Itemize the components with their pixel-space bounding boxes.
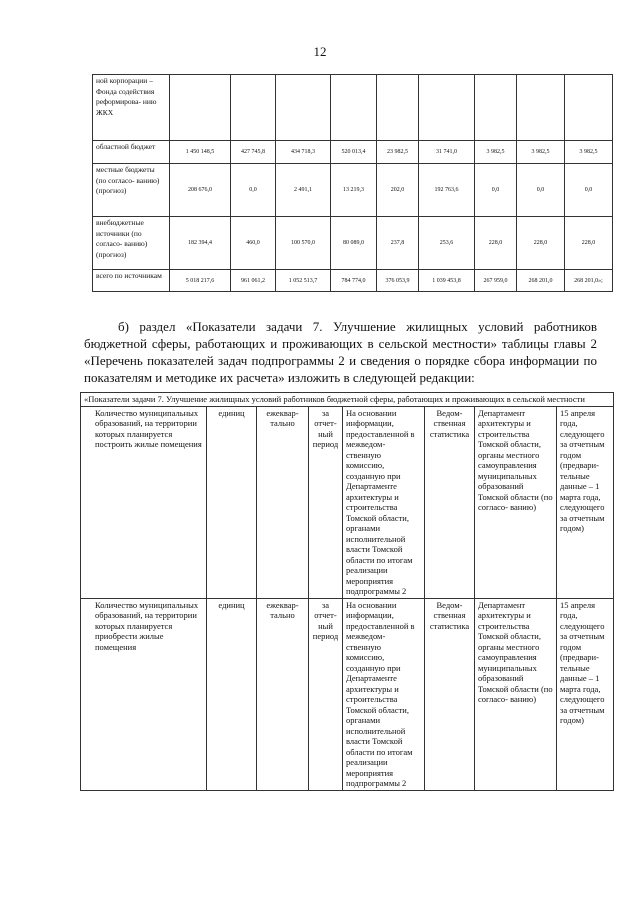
funding-value: 0,0 [517,164,565,217]
funding-source-label: внебюджетные источники (по согласо- ванию) (прогноз) [93,217,170,270]
indicator-table-header: «Показатели задачи 7. Улучшение жилищных условий работников бюджетной сферы, работающих и проживающих в сельской местности [81,393,614,407]
funding-value: 1 052 513,7 [276,270,331,292]
funding-value: 268 201,0»; [565,270,613,292]
funding-value: 268 201,0 [517,270,565,292]
funding-value: 182 394,4 [170,217,231,270]
indicator-method: На основании информации, предоставленной в межведом- ственную комиссию, созданную при Департаменте архитектуры и строительства Томской области, органами исполнительной власти Томской области по итогам реализации мероприятия подпрограммы 2 [343,406,425,598]
funding-value: 2 491,1 [276,164,331,217]
indicator-name: Количество муниципальных образований, на территории которых планируется приобрести жилые помещения [81,598,207,790]
funding-value: 13 219,3 [331,164,377,217]
funding-value [565,75,613,141]
indicator-periodicity: ежеквар- тально [257,598,309,790]
paragraph-text: б) раздел «Показатели задачи 7. Улучшение жилищных условий работников бюджетной сферы, работающих и проживающих в сельской местности» таблицы главы 2 «Перечень показателей задач подпрограммы 2 и сведения о порядке сбора информации по показателям и методике их расчета» изложить в следующей редакции: [84,319,597,385]
indicator-periodicity: ежеквар- тально [257,406,309,598]
funding-value: 100 570,0 [276,217,331,270]
funding-source-label: областной бюджет [93,141,170,164]
funding-value: 253,6 [419,217,475,270]
funding-value: 3 982,5 [517,141,565,164]
indicator-method: На основании информации, предоставленной в межведом- ственную комиссию, созданную при Департаменте архитектуры и строительства Томской области, органами исполнительной власти Томской области по итогам реализации мероприятия подпрограммы 2 [343,598,425,790]
funding-value: 3 982,5 [475,141,517,164]
funding-value: 208 676,0 [170,164,231,217]
funding-source-label: ной корпорации – Фонда содействия реформирова- нию ЖКХ [93,75,170,141]
indicator-row [81,406,614,598]
funding-value: 237,8 [377,217,419,270]
funding-value: 23 982,5 [377,141,419,164]
indicator-period: за отчет- ный период [309,598,343,790]
funding-value: 228,0 [517,217,565,270]
funding-value: 228,0 [565,217,613,270]
funding-value: 427 745,8 [231,141,276,164]
indicator-responsible: Департамент архитектуры и строительства Томской области, органы местного самоуправления муниципальных образований Томской области (по согласо- ванию) [475,598,557,790]
funding-value [276,75,331,141]
funding-value: 434 718,3 [276,141,331,164]
funding-value: 228,0 [475,217,517,270]
indicator-period: за отчет- ный период [309,406,343,598]
funding-value: 460,0 [231,217,276,270]
indicator-row [81,598,614,790]
funding-value: 0,0 [565,164,613,217]
funding-value [419,75,475,141]
funding-value [331,75,377,141]
funding-value: 31 741,0 [419,141,475,164]
funding-value [377,75,419,141]
funding-row [93,141,613,164]
page-number: 12 [313,44,327,59]
funding-value [231,75,276,141]
funding-value: 0,0 [231,164,276,217]
funding-row [93,75,613,141]
funding-value: 520 013,4 [331,141,377,164]
indicator-unit: единиц [207,406,257,598]
indicator-table [80,392,614,791]
funding-value: 784 774,0 [331,270,377,292]
indicator-source: Ведом- ственная статистика [425,598,475,790]
funding-value [517,75,565,141]
indicator-deadline: 15 апреля года, следующего за отчетным годом (предвари- тельные данные – 1 марта года, следующего за отчетным годом) [557,406,614,598]
funding-value: 3 982,5 [565,141,613,164]
funding-value [170,75,231,141]
funding-value: 961 061,2 [231,270,276,292]
indicator-source: Ведом- ственная статистика [425,406,475,598]
section-paragraph [84,318,597,386]
funding-value: 1 450 148,5 [170,141,231,164]
funding-table [92,74,613,292]
funding-value: 1 039 453,8 [419,270,475,292]
indicator-unit: единиц [207,598,257,790]
indicator-responsible: Департамент архитектуры и строительства Томской области, органы местного самоуправления муниципальных образований Томской области (по согласо- ванию) [475,406,557,598]
funding-source-label: всего по источникам [93,270,170,292]
funding-row [93,217,613,270]
funding-value: 202,0 [377,164,419,217]
funding-value: 80 089,0 [331,217,377,270]
funding-value: 5 018 217,6 [170,270,231,292]
funding-value [475,75,517,141]
funding-value: 376 053,9 [377,270,419,292]
indicator-name: Количество муниципальных образований, на территории которых планируется построить жилые помещения [81,406,207,598]
funding-value: 0,0 [475,164,517,217]
funding-row [93,164,613,217]
funding-value: 267 959,0 [475,270,517,292]
funding-row [93,270,613,292]
funding-value: 192 763,6 [419,164,475,217]
funding-source-label: местные бюджеты (по согласо- ванию) (прогноз) [93,164,170,217]
indicator-deadline: 15 апреля года, следующего за отчетным годом (предвари- тельные данные – 1 марта года, следующего за отчетным годом) [557,598,614,790]
